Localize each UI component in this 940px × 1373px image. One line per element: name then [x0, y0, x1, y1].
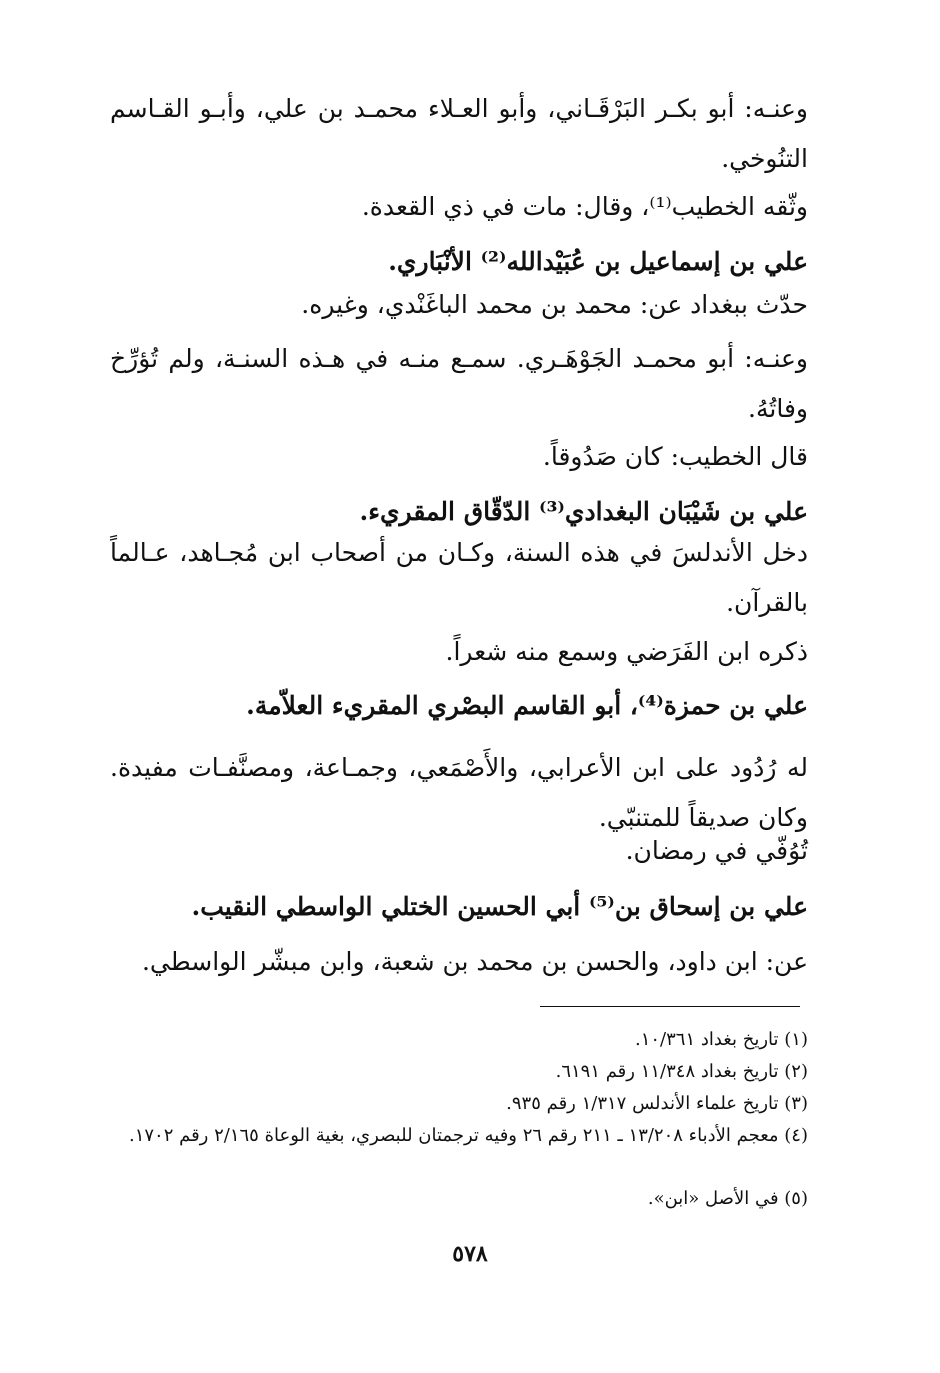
footnote-3: (٣) تاريخ علماء الأندلس ١/٣١٧ رقم ٩٣٥. [506, 1093, 808, 1114]
footnote-5: (٥) في الأصل «ابن». [647, 1188, 808, 1209]
paragraph-khatib-truthful: قال الخطيب: كان صَدُوقاً. [542, 442, 808, 471]
paragraph-jawhari: وعنـه: أبو محمـد الجَوْهَـري. سمـع منـه في هـذه السنـة، ولم تُؤرِّخ وفاتُهُ. [110, 344, 808, 423]
paragraph-death-note: وثّقه الخطيب⁽¹⁾، وقال: مات في ذي القعدة. [361, 192, 808, 221]
footnote-2: (٢) تاريخ بغداد ١١/٣٤٨ رقم ٦١٩١. [555, 1061, 808, 1082]
paragraph-ibn-faradi: ذكره ابن الفَرَضي وسمع منه شعراً. [445, 637, 808, 666]
paragraph-narrators-from: وعنـه: أبو بكـر البَرْقَـاني، وأبو العـلاء محمـد بن علي، وأبـو القـاسم التنُوخي. [110, 94, 808, 173]
entry-heading-anbari: علي بن إسماعيل بن عُبَيْدالله⁽²⁾ الأنْبَاري. [388, 247, 808, 276]
footnote-4: (٤) معجم الأدباء ١٣/٢٠٨ ـ ٢١١ رقم ٢٦ وفيه ترجمتان للبصري، بغية الوعاة ٢/١٦٥ رقم ١٧٠٢. [128, 1125, 808, 1146]
paragraph-ramadan: تُوُفّي في رمضان. [625, 836, 808, 865]
paragraph-narrated-baghdad: حدّث ببغداد عن: محمد بن محمد الباغَنْدي، وغيره. [301, 290, 808, 319]
footnote-divider [540, 1006, 800, 1007]
footnote-1: (١) تاريخ بغداد ١٠/٣٦١. [634, 1029, 808, 1050]
paragraph-andalus: دخل الأندلسَ في هذه السنة، وكـان من أصحاب ابن مُجـاهد، عـالماً بالقرآن. [110, 538, 808, 617]
paragraph-ibn-dawud: عن: ابن داود، والحسن بن محمد بن شعبة، وابن مبشّر الواسطي. [141, 947, 808, 976]
entry-heading-hamza: علي بن حمزة⁽⁴⁾، أبو القاسم البصْري المقريء العلاّمة. [246, 691, 808, 720]
paragraph-refutations: له رُدُود على ابن الأعرابي، والأَصْمَعي، وجمـاعة، ومصنَّفـات مفيدة. وكان صديقاً للمتنبّي. [110, 753, 808, 832]
entry-heading-shayban: علي بن شَيْبَان البغدادي⁽³⁾ الدّقّاق المقريء. [359, 497, 808, 526]
entry-heading-ishaq: علي بن إسحاق بن⁽⁵⁾ أبي الحسين الختلي الواسطي النقيب. [191, 892, 808, 921]
page-number: ٥٧٨ [452, 1241, 488, 1267]
